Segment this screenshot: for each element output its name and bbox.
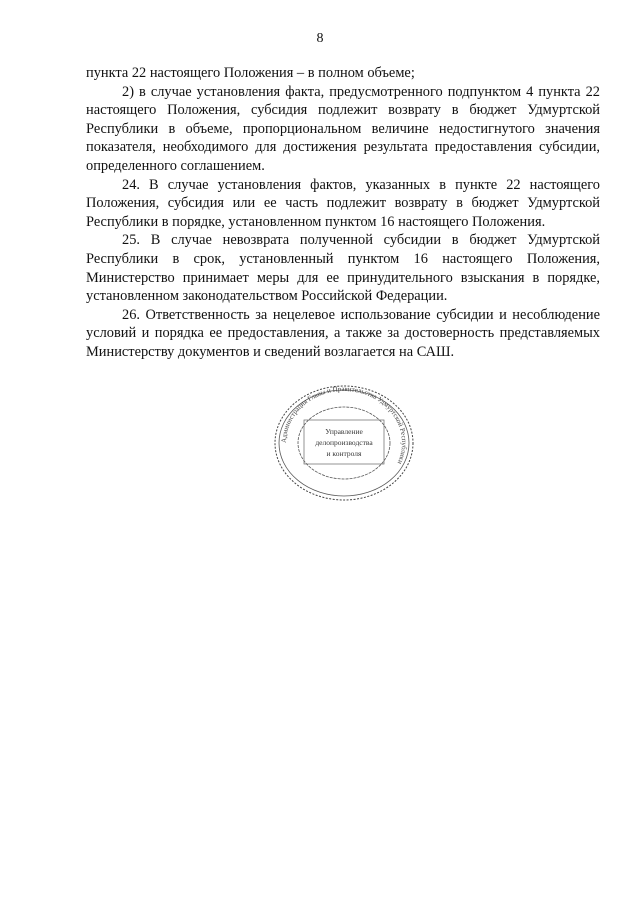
paragraph-subpoint-2: 2) в случае установления факта, предусмотренного подпунктом 4 пункта 22 настоящего Положения, субсидия подлежит возврату в бюджет Удмуртской Республики в объеме, пропорциональном величине недостигнутого значения показателя, необходимого для достижения результата предоставления субсидии, определенного соглашением.	[86, 83, 600, 174]
page-number: 8	[316, 31, 324, 46]
document-body	[86, 64, 600, 362]
paragraph-26: 26. Ответственность за нецелевое использование субсидии и несоблюдение условий и порядка ее предоставления, а также за достоверность представляемых Министерству документов и сведений возлагается на САШ.	[86, 306, 600, 360]
paragraph-continuation: пункта 22 настоящего Положения – в полном объеме;	[86, 65, 415, 81]
paragraph-24: 24. В случае установления фактов, указанных в пункте 22 настоящего Положения, субсидия или ее часть подлежит возврату в бюджет Удмуртской Республики в порядке, установленном пунктом 16 настоящего Положения.	[86, 176, 600, 230]
stamp-ring-text: Администрация Главы и Правительства Удмуртской Республики	[279, 384, 409, 466]
stamp-center-line-1: Управление	[325, 427, 363, 436]
stamp-center-line-3: и контроля	[326, 449, 362, 458]
stamp-center-line-2: делопроизводства	[315, 438, 373, 447]
paragraph-25: 25. В случае невозврата полученной субсидии в бюджет Удмуртской Республики в срок, установленный пунктом 16 настоящего Положения, Министерство принимает меры для ее принудительного взыскания в порядке, установленном законодательством Российской Федерации.	[86, 232, 600, 305]
official-seal-stamp	[273, 384, 415, 502]
